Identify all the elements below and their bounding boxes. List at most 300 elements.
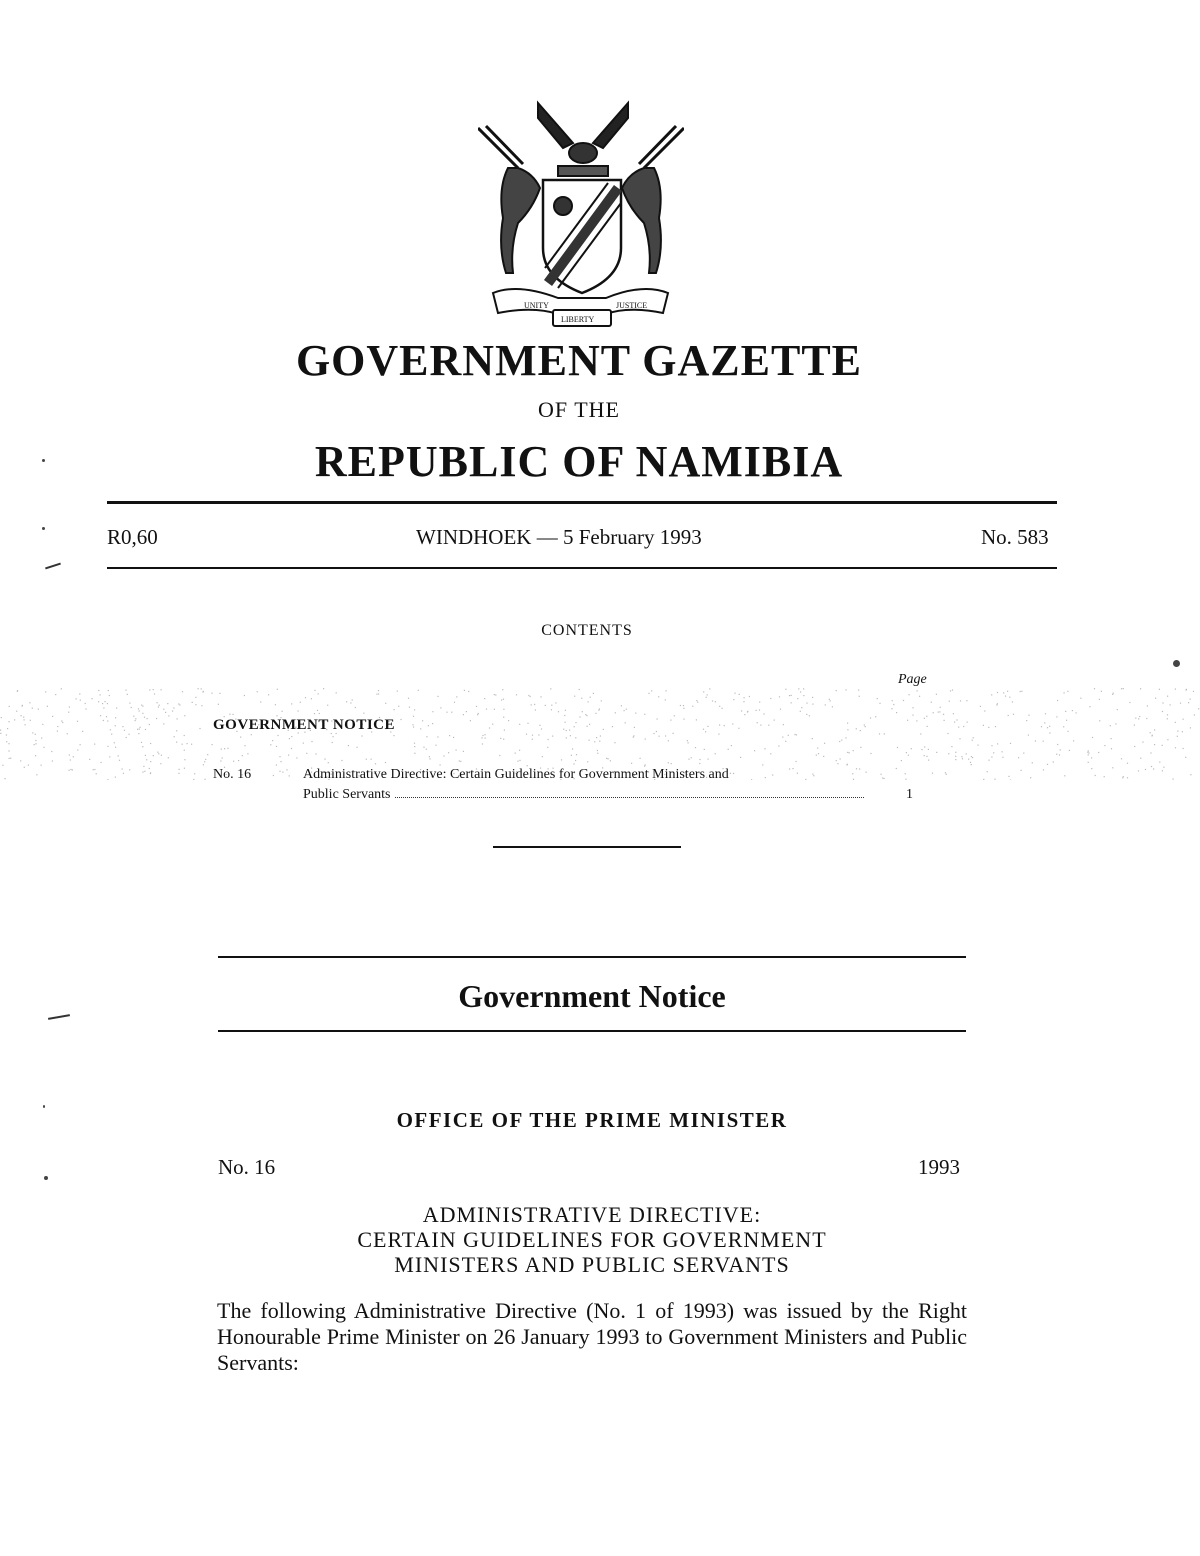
texture-dot [653, 733, 654, 734]
texture-dot [1104, 776, 1105, 777]
texture-dot [77, 721, 78, 722]
texture-dot [157, 702, 158, 703]
texture-dot [574, 726, 575, 727]
texture-dot [394, 709, 395, 710]
texture-dot [615, 712, 616, 713]
texture-dot [428, 725, 429, 726]
texture-dot [420, 728, 421, 729]
texture-dot [1113, 693, 1114, 694]
texture-dot [414, 709, 415, 710]
texture-dot [459, 760, 460, 761]
texture-dot [257, 691, 258, 692]
texture-dot [845, 737, 846, 738]
texture-dot [1098, 752, 1099, 753]
texture-dot [115, 777, 116, 778]
texture-dot [956, 719, 957, 720]
directive-line-2: CERTAIN GUIDELINES FOR GOVERNMENT [357, 1227, 827, 1252]
texture-dot [760, 725, 761, 726]
texture-dot [576, 754, 577, 755]
notice-year: 1993 [918, 1155, 960, 1179]
texture-dot [920, 733, 921, 734]
texture-dot [603, 729, 604, 730]
texture-dot [841, 740, 842, 741]
motto-justice: JUSTICE [616, 301, 648, 310]
texture-dot [860, 747, 861, 748]
texture-dot [414, 746, 415, 747]
texture-dot [575, 760, 576, 761]
texture-dot [722, 708, 723, 709]
texture-dot [926, 716, 927, 717]
texture-dot [5, 778, 6, 779]
texture-dot [960, 700, 961, 701]
gazette-republic: REPUBLIC OF NAMIBIA [314, 437, 844, 486]
texture-dot [955, 752, 956, 753]
texture-dot [645, 739, 646, 740]
texture-dot [1057, 700, 1058, 701]
texture-dot [897, 747, 898, 748]
texture-dot [668, 740, 669, 741]
texture-dot [504, 730, 505, 731]
texture-dot [1063, 726, 1064, 727]
texture-dot [912, 707, 913, 708]
texture-dot [801, 707, 802, 708]
margin-mark [48, 1014, 70, 1020]
texture-dot [35, 734, 36, 735]
texture-dot [659, 736, 660, 737]
texture-dot [515, 753, 516, 754]
texture-dot [1056, 716, 1057, 717]
texture-dot [585, 714, 586, 715]
texture-dot [573, 763, 574, 764]
texture-dot [595, 713, 596, 714]
texture-dot [1112, 694, 1113, 695]
texture-dot [1154, 729, 1155, 730]
texture-dot [665, 699, 666, 700]
texture-dot [1112, 767, 1113, 768]
texture-dot [739, 694, 740, 695]
texture-dot [6, 734, 7, 735]
texture-dot [754, 750, 755, 751]
texture-dot [1003, 692, 1004, 693]
texture-dot [96, 773, 97, 774]
texture-dot [144, 771, 145, 772]
texture-dot [896, 768, 897, 769]
texture-dot [158, 706, 159, 707]
texture-dot [789, 768, 790, 769]
texture-dot [1049, 732, 1050, 733]
texture-dot [1198, 708, 1199, 709]
texture-dot [572, 748, 573, 749]
texture-dot [683, 705, 684, 706]
texture-dot [709, 688, 710, 689]
texture-dot [1111, 748, 1112, 749]
texture-dot [1135, 718, 1136, 719]
texture-dot [1073, 740, 1074, 741]
texture-dot [195, 697, 196, 698]
texture-dot [703, 691, 704, 692]
texture-dot [233, 761, 234, 762]
texture-dot [332, 742, 333, 743]
texture-dot [812, 704, 813, 705]
texture-dot [1035, 740, 1036, 741]
texture-dot [959, 738, 960, 739]
texture-dot [116, 708, 117, 709]
texture-dot [101, 762, 102, 763]
texture-dot [610, 760, 611, 761]
texture-dot [772, 774, 773, 775]
texture-dot [933, 712, 934, 713]
texture-dot [589, 740, 590, 741]
texture-dot [1088, 753, 1089, 754]
texture-dot [566, 737, 567, 738]
texture-dot [440, 707, 441, 708]
texture-dot [1170, 704, 1171, 705]
texture-dot [865, 726, 866, 727]
texture-dot [393, 735, 394, 736]
texture-dot [1020, 691, 1021, 692]
texture-dot [67, 733, 68, 734]
texture-dot [1194, 714, 1195, 715]
texture-dot [780, 709, 781, 710]
texture-dot [951, 746, 952, 747]
texture-dot [124, 730, 125, 731]
texture-dot [972, 757, 973, 758]
price-label: R0,60 [107, 525, 158, 549]
texture-dot [943, 714, 944, 715]
texture-dot [939, 711, 940, 712]
texture-dot [563, 729, 564, 730]
texture-dot [859, 768, 860, 769]
texture-dot [849, 752, 850, 753]
texture-dot [912, 715, 913, 716]
texture-dot [80, 700, 81, 701]
margin-speck [42, 459, 45, 462]
texture-dot [948, 753, 949, 754]
texture-dot [1032, 762, 1033, 763]
texture-dot [0, 733, 1, 734]
texture-dot [179, 704, 180, 705]
texture-dot [783, 724, 784, 725]
texture-dot [408, 698, 409, 699]
texture-dot [1162, 770, 1163, 771]
texture-dot [193, 779, 194, 780]
texture-dot [569, 730, 570, 731]
texture-dot [173, 707, 174, 708]
texture-dot [1056, 754, 1057, 755]
texture-dot [1183, 748, 1184, 749]
texture-dot [565, 710, 566, 711]
motto-unity: UNITY [524, 301, 549, 310]
texture-dot [944, 720, 945, 721]
texture-dot [14, 719, 15, 720]
texture-dot [150, 772, 151, 773]
texture-dot [856, 768, 857, 769]
texture-dot [1167, 739, 1168, 740]
texture-dot [896, 712, 897, 713]
texture-dot [541, 728, 542, 729]
texture-dot [812, 738, 813, 739]
texture-dot [731, 745, 732, 746]
toc-entry-title-line1: Administrative Directive: Certain Guidelines for Government Ministers and [303, 767, 729, 782]
texture-dot [1110, 725, 1111, 726]
texture-dot [866, 772, 867, 773]
texture-dot [414, 753, 415, 754]
texture-dot [1138, 770, 1139, 771]
texture-dot [836, 760, 837, 761]
texture-dot [107, 746, 108, 747]
texture-dot [30, 720, 31, 721]
texture-dot [917, 690, 918, 691]
texture-dot [599, 708, 600, 709]
texture-dot [747, 711, 748, 712]
texture-dot [501, 699, 502, 700]
texture-dot [289, 738, 290, 739]
texture-dot [1173, 779, 1174, 780]
texture-dot [201, 688, 202, 689]
texture-dot [277, 689, 278, 690]
texture-dot [179, 769, 180, 770]
texture-dot [47, 706, 48, 707]
texture-dot [967, 722, 968, 723]
texture-dot [1049, 726, 1050, 727]
texture-dot [991, 756, 992, 757]
texture-dot [89, 759, 90, 760]
texture-dot [847, 764, 848, 765]
texture-dot [1186, 689, 1187, 690]
texture-dot [991, 694, 992, 695]
texture-dot [734, 693, 735, 694]
texture-dot [205, 759, 206, 760]
texture-dot [947, 733, 948, 734]
texture-dot [119, 760, 120, 761]
texture-dot [397, 691, 398, 692]
texture-dot [797, 698, 798, 699]
texture-dot [460, 761, 461, 762]
texture-dot [141, 742, 142, 743]
texture-dot [532, 735, 533, 736]
texture-dot [719, 724, 720, 725]
texture-dot [1068, 731, 1069, 732]
texture-dot [906, 752, 907, 753]
texture-dot [823, 756, 824, 757]
gazette-of-the: OF THE [538, 397, 620, 422]
texture-dot [952, 690, 953, 691]
texture-dot [1041, 726, 1042, 727]
texture-dot [482, 735, 483, 736]
texture-dot [1099, 720, 1100, 721]
texture-dot [80, 744, 81, 745]
texture-dot [205, 779, 206, 780]
texture-dot [744, 714, 745, 715]
texture-dot [749, 696, 750, 697]
texture-dot [733, 773, 734, 774]
texture-dot [94, 744, 95, 745]
texture-dot [1059, 754, 1060, 755]
texture-dot [555, 702, 556, 703]
texture-dot [1026, 720, 1027, 721]
texture-dot [314, 690, 315, 691]
texture-dot [25, 724, 26, 725]
texture-dot [69, 707, 70, 708]
texture-dot [240, 737, 241, 738]
texture-dot [1140, 758, 1141, 759]
texture-dot [770, 698, 771, 699]
texture-dot [160, 763, 161, 764]
texture-dot [1008, 776, 1009, 777]
texture-dot [532, 739, 533, 740]
texture-dot [548, 739, 549, 740]
texture-dot [98, 701, 99, 702]
texture-dot [668, 762, 669, 763]
texture-dot [1010, 743, 1011, 744]
texture-dot [1002, 751, 1003, 752]
texture-dot [219, 693, 220, 694]
texture-dot [1044, 722, 1045, 723]
texture-dot [1028, 735, 1029, 736]
texture-dot [1121, 758, 1122, 759]
texture-dot [656, 731, 657, 732]
directive-title [218, 1202, 966, 1277]
texture-dot [696, 719, 697, 720]
texture-dot [135, 718, 136, 719]
texture-dot [222, 757, 223, 758]
texture-dot [724, 725, 725, 726]
texture-dot [23, 717, 24, 718]
texture-dot [971, 756, 972, 757]
texture-dot [816, 755, 817, 756]
texture-dot [582, 711, 583, 712]
texture-dot [966, 753, 967, 754]
texture-dot [376, 694, 377, 695]
texture-dot [860, 730, 861, 731]
texture-dot [182, 691, 183, 692]
texture-dot [201, 705, 202, 706]
texture-dot [1180, 703, 1181, 704]
texture-dot [142, 746, 143, 747]
texture-dot [328, 762, 329, 763]
texture-dot [2, 765, 3, 766]
texture-dot [1018, 757, 1019, 758]
texture-dot [789, 695, 790, 696]
texture-dot [961, 756, 962, 757]
texture-dot [708, 759, 709, 760]
texture-dot [22, 705, 23, 706]
texture-dot [968, 759, 969, 760]
texture-dot [38, 709, 39, 710]
texture-dot [244, 695, 245, 696]
texture-dot [305, 697, 306, 698]
texture-dot [565, 722, 566, 723]
texture-dot [905, 779, 906, 780]
texture-dot [105, 701, 106, 702]
texture-dot [32, 708, 33, 709]
texture-dot [142, 706, 143, 707]
texture-dot [139, 710, 140, 711]
texture-dot [732, 723, 733, 724]
texture-dot [859, 696, 860, 697]
texture-dot [153, 689, 154, 690]
texture-dot [680, 705, 681, 706]
texture-dot [184, 759, 185, 760]
texture-dot [1023, 753, 1024, 754]
texture-dot [341, 760, 342, 761]
texture-dot [288, 755, 289, 756]
texture-dot [1134, 725, 1135, 726]
texture-dot [10, 758, 11, 759]
texture-dot [296, 757, 297, 758]
notice-banner-title: Government Notice [458, 978, 726, 1014]
texture-dot [666, 690, 667, 691]
texture-dot [1155, 698, 1156, 699]
texture-dot [570, 735, 571, 736]
texture-dot [42, 724, 43, 725]
texture-dot [794, 734, 795, 735]
texture-dot [131, 707, 132, 708]
texture-dot [1111, 738, 1112, 739]
texture-dot [268, 694, 269, 695]
texture-dot [1045, 713, 1046, 714]
texture-dot [658, 696, 659, 697]
texture-dot [316, 753, 317, 754]
contents-end-rule [493, 846, 681, 848]
texture-dot [919, 696, 920, 697]
texture-dot [581, 698, 582, 699]
texture-dot [550, 688, 551, 689]
texture-dot [8, 721, 9, 722]
texture-dot [1134, 746, 1135, 747]
texture-dot [432, 711, 433, 712]
texture-dot [973, 737, 974, 738]
texture-dot [699, 759, 700, 760]
texture-dot [916, 720, 917, 721]
texture-dot [1183, 719, 1184, 720]
toc-entry-page: 1 [906, 787, 913, 802]
texture-dot [426, 736, 427, 737]
texture-dot [414, 743, 415, 744]
notice-banner-bottom-rule [218, 1030, 966, 1032]
texture-dot [142, 772, 143, 773]
texture-dot [182, 744, 183, 745]
texture-dot [932, 773, 933, 774]
gazette-title: GOVERNMENT GAZETTE [295, 336, 863, 385]
texture-dot [765, 777, 766, 778]
texture-dot [61, 688, 62, 689]
texture-dot [41, 765, 42, 766]
texture-dot [561, 759, 562, 760]
page-column-label: Page [898, 672, 927, 687]
notice-banner-top-rule [218, 956, 966, 958]
texture-dot [336, 692, 337, 693]
texture-dot [743, 701, 744, 702]
texture-dot [279, 756, 280, 757]
texture-dot [626, 709, 627, 710]
texture-dot [970, 762, 971, 763]
texture-dot [728, 749, 729, 750]
texture-dot [1190, 727, 1191, 728]
texture-dot [61, 720, 62, 721]
texture-dot [564, 715, 565, 716]
texture-dot [738, 728, 739, 729]
texture-dot [1162, 745, 1163, 746]
texture-dot [1043, 741, 1044, 742]
texture-dot [176, 742, 177, 743]
texture-dot [311, 698, 312, 699]
texture-dot [34, 744, 35, 745]
texture-dot [385, 762, 386, 763]
texture-dot [147, 718, 148, 719]
texture-dot [1154, 744, 1155, 745]
texture-dot [762, 764, 763, 765]
